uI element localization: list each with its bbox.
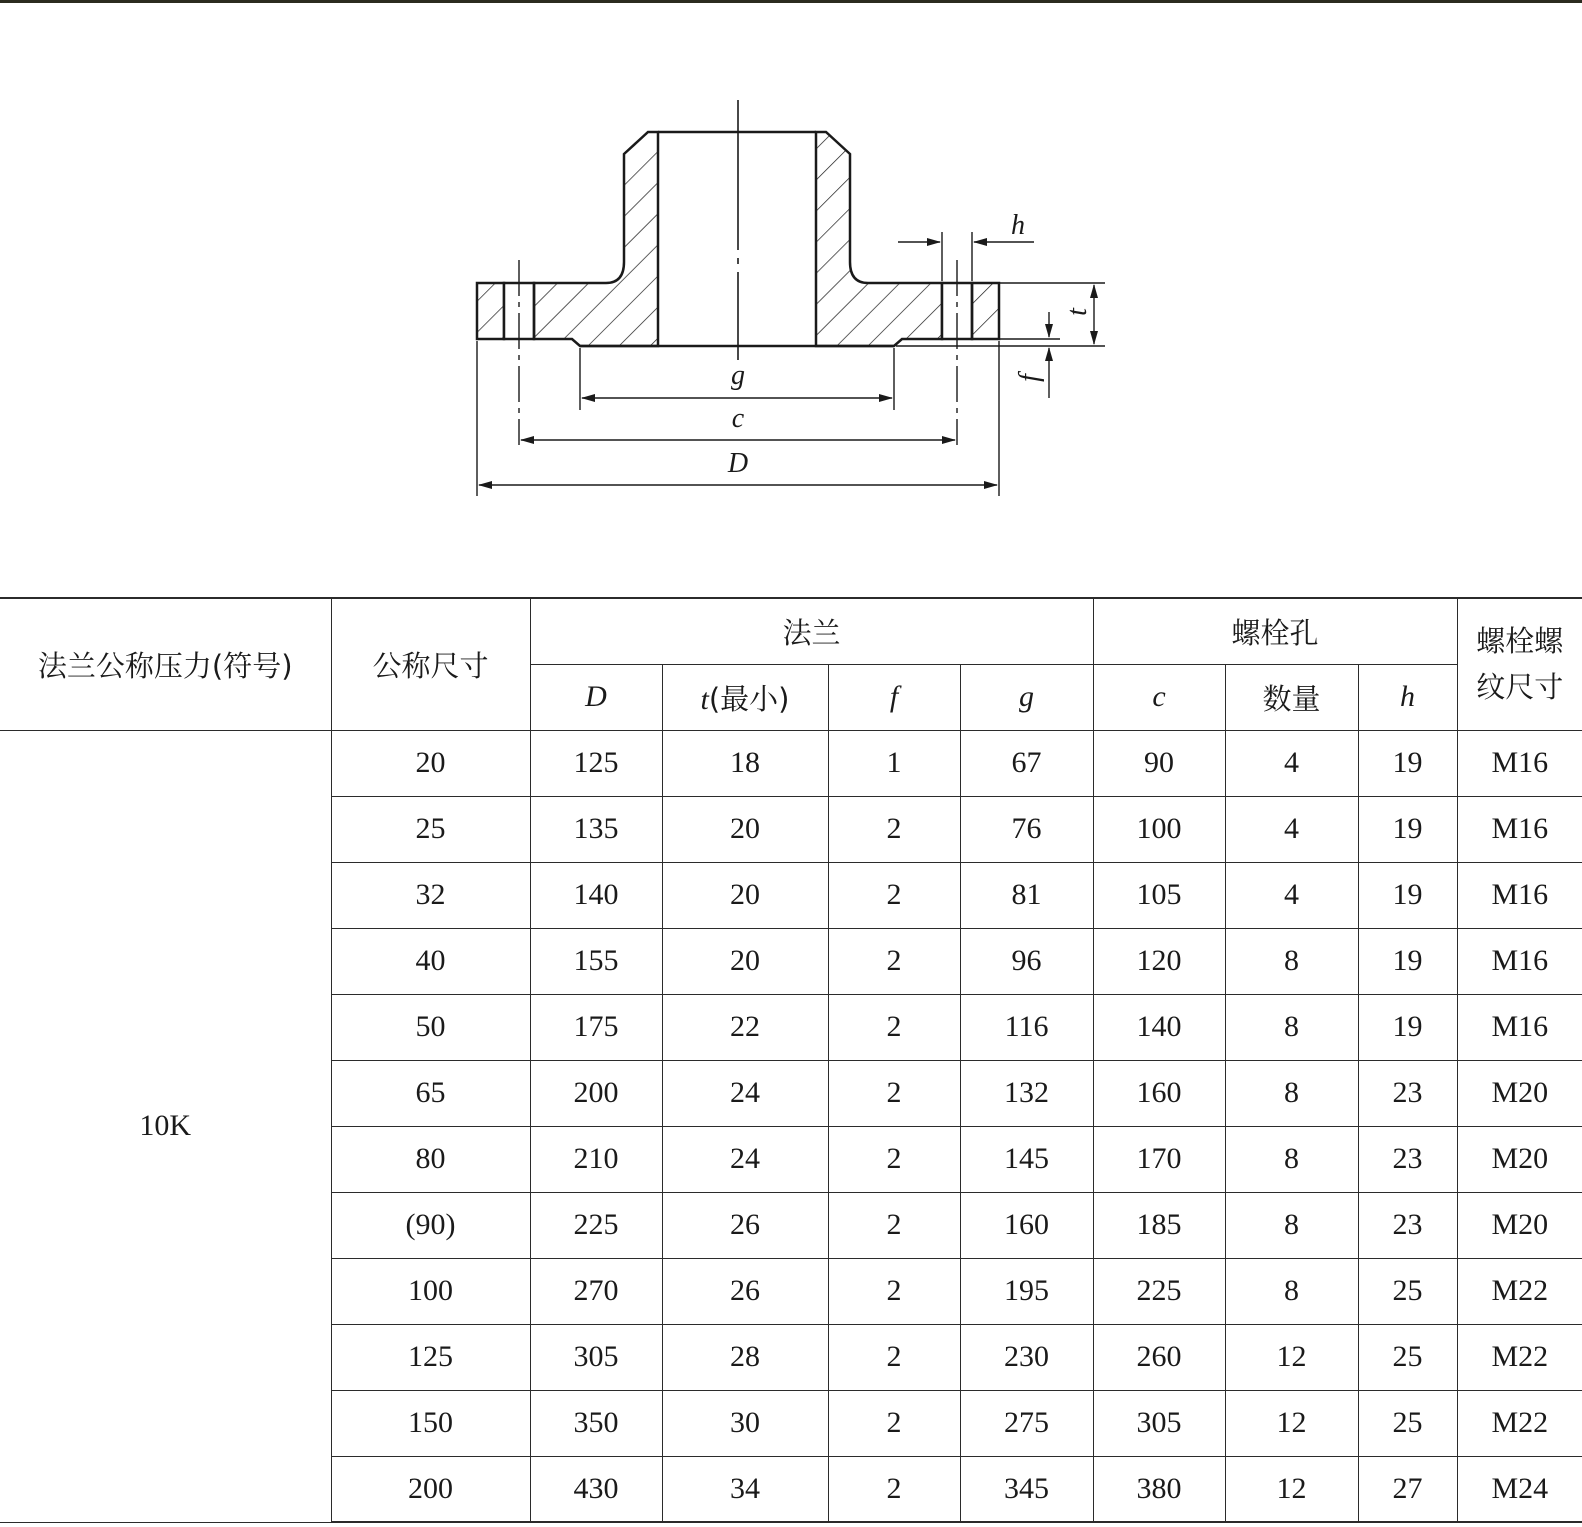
cell-nominal-size: 80	[331, 1126, 530, 1192]
cell-g: 67	[960, 730, 1093, 796]
cell-thread: M16	[1457, 730, 1582, 796]
cell-nominal-size: 100	[331, 1258, 530, 1324]
cell-count: 8	[1225, 928, 1358, 994]
cell-D: 200	[530, 1060, 662, 1126]
cell-g: 132	[960, 1060, 1093, 1126]
cell-h: 19	[1358, 862, 1457, 928]
header-t-symbol: t	[700, 682, 709, 716]
flange-dimension-table	[0, 597, 1582, 1523]
cell-c: 170	[1093, 1126, 1225, 1192]
dim-g-label: g	[731, 360, 745, 391]
cell-D: 140	[530, 862, 662, 928]
left-hub-section	[534, 132, 658, 346]
cell-t: 24	[662, 1126, 828, 1192]
cell-nominal-size: 65	[331, 1060, 530, 1126]
cell-t: 30	[662, 1390, 828, 1456]
dim-c-label: c	[731, 403, 745, 434]
cell-thread: M16	[1457, 796, 1582, 862]
cell-nominal-size: (90)	[331, 1192, 530, 1258]
cell-f: 2	[828, 1324, 960, 1390]
cell-count: 12	[1225, 1324, 1358, 1390]
cell-D: 225	[530, 1192, 662, 1258]
cell-D: 350	[530, 1390, 662, 1456]
cell-c: 90	[1093, 730, 1225, 796]
header-f: f	[828, 664, 960, 730]
cell-c: 105	[1093, 862, 1225, 928]
header-D: D	[530, 664, 662, 730]
pressure-cell: 10K	[0, 730, 331, 1522]
cell-count: 4	[1225, 862, 1358, 928]
dim-t-label: t	[1062, 308, 1093, 316]
header-t-suffix: (最小)	[708, 681, 790, 716]
cell-f: 1	[828, 730, 960, 796]
cell-D: 270	[530, 1258, 662, 1324]
cell-h: 23	[1358, 1060, 1457, 1126]
cell-D: 430	[530, 1456, 662, 1522]
right-flange-lip	[972, 283, 999, 339]
cell-h: 23	[1358, 1192, 1457, 1258]
cell-c: 120	[1093, 928, 1225, 994]
header-bolt-hole-group: 螺栓孔	[1093, 598, 1457, 664]
cell-c: 185	[1093, 1192, 1225, 1258]
cell-c: 160	[1093, 1060, 1225, 1126]
cell-t: 28	[662, 1324, 828, 1390]
cell-nominal-size: 20	[331, 730, 530, 796]
cell-nominal-size: 150	[331, 1390, 530, 1456]
right-hub-section	[816, 132, 942, 346]
cell-thread: M16	[1457, 928, 1582, 994]
cell-f: 2	[828, 862, 960, 928]
cell-count: 4	[1225, 730, 1358, 796]
cell-count: 12	[1225, 1456, 1358, 1522]
cell-h: 25	[1358, 1390, 1457, 1456]
cell-c: 140	[1093, 994, 1225, 1060]
cell-g: 81	[960, 862, 1093, 928]
cell-t: 20	[662, 928, 828, 994]
cell-g: 160	[960, 1192, 1093, 1258]
cell-f: 2	[828, 994, 960, 1060]
cell-nominal-size: 25	[331, 796, 530, 862]
cell-D: 135	[530, 796, 662, 862]
cell-D: 210	[530, 1126, 662, 1192]
cell-f: 2	[828, 1456, 960, 1522]
cell-count: 8	[1225, 1258, 1358, 1324]
cell-g: 116	[960, 994, 1093, 1060]
cell-thread: M22	[1457, 1258, 1582, 1324]
cell-f: 2	[828, 796, 960, 862]
header-nominal-size: 公称尺寸	[331, 598, 530, 730]
cell-thread: M24	[1457, 1456, 1582, 1522]
cell-count: 4	[1225, 796, 1358, 862]
cell-g: 345	[960, 1456, 1093, 1522]
cell-count: 8	[1225, 1192, 1358, 1258]
cell-nominal-size: 40	[331, 928, 530, 994]
cell-t: 22	[662, 994, 828, 1060]
cell-g: 145	[960, 1126, 1093, 1192]
cell-t: 18	[662, 730, 828, 796]
header-c: c	[1093, 664, 1225, 730]
cell-f: 2	[828, 1060, 960, 1126]
cell-D: 125	[530, 730, 662, 796]
cell-g: 275	[960, 1390, 1093, 1456]
left-flange-lip	[477, 283, 504, 339]
header-thread-size: 螺栓螺纹尺寸	[1457, 598, 1582, 730]
cell-h: 27	[1358, 1456, 1457, 1522]
header-h: h	[1358, 664, 1457, 730]
cell-c: 100	[1093, 796, 1225, 862]
cell-h: 19	[1358, 796, 1457, 862]
cell-t: 20	[662, 796, 828, 862]
cell-f: 2	[828, 1192, 960, 1258]
header-pressure: 法兰公称压力(符号)	[0, 598, 331, 730]
cell-thread: M16	[1457, 862, 1582, 928]
cell-g: 230	[960, 1324, 1093, 1390]
cell-t: 34	[662, 1456, 828, 1522]
cell-t: 20	[662, 862, 828, 928]
cell-f: 2	[828, 1126, 960, 1192]
cell-h: 19	[1358, 994, 1457, 1060]
cell-h: 19	[1358, 928, 1457, 994]
cell-h: 25	[1358, 1258, 1457, 1324]
dim-D-label: D	[727, 448, 749, 479]
cell-nominal-size: 32	[331, 862, 530, 928]
header-t-min	[662, 664, 828, 730]
cell-count: 8	[1225, 1126, 1358, 1192]
cell-c: 260	[1093, 1324, 1225, 1390]
cell-count: 8	[1225, 994, 1358, 1060]
cell-t: 26	[662, 1192, 828, 1258]
cell-g: 96	[960, 928, 1093, 994]
cell-thread: M20	[1457, 1126, 1582, 1192]
cell-D: 305	[530, 1324, 662, 1390]
cell-f: 2	[828, 1258, 960, 1324]
cell-count: 12	[1225, 1390, 1358, 1456]
cell-D: 175	[530, 994, 662, 1060]
cell-h: 19	[1358, 730, 1457, 796]
cell-c: 380	[1093, 1456, 1225, 1522]
cell-nominal-size: 125	[331, 1324, 530, 1390]
header-flange-group: 法兰	[530, 598, 1093, 664]
cell-t: 26	[662, 1258, 828, 1324]
header-g: g	[960, 664, 1093, 730]
cell-D: 155	[530, 928, 662, 994]
cell-f: 2	[828, 928, 960, 994]
cell-thread: M22	[1457, 1390, 1582, 1456]
cell-thread: M22	[1457, 1324, 1582, 1390]
cell-thread: M16	[1457, 994, 1582, 1060]
dim-h-label: h	[1011, 210, 1025, 241]
cell-g: 76	[960, 796, 1093, 862]
cell-h: 23	[1358, 1126, 1457, 1192]
cell-h: 25	[1358, 1324, 1457, 1390]
cell-nominal-size: 200	[331, 1456, 530, 1522]
cell-thread: M20	[1457, 1060, 1582, 1126]
cell-c: 305	[1093, 1390, 1225, 1456]
cell-thread: M20	[1457, 1192, 1582, 1258]
cell-g: 195	[960, 1258, 1093, 1324]
cell-count: 8	[1225, 1060, 1358, 1126]
table-row	[0, 730, 1582, 796]
header-count: 数量	[1225, 664, 1358, 730]
cell-f: 2	[828, 1390, 960, 1456]
cell-nominal-size: 50	[331, 994, 530, 1060]
flange-section-drawing	[0, 0, 1582, 560]
cell-c: 225	[1093, 1258, 1225, 1324]
dim-f-label: f	[1014, 374, 1045, 382]
cell-t: 24	[662, 1060, 828, 1126]
